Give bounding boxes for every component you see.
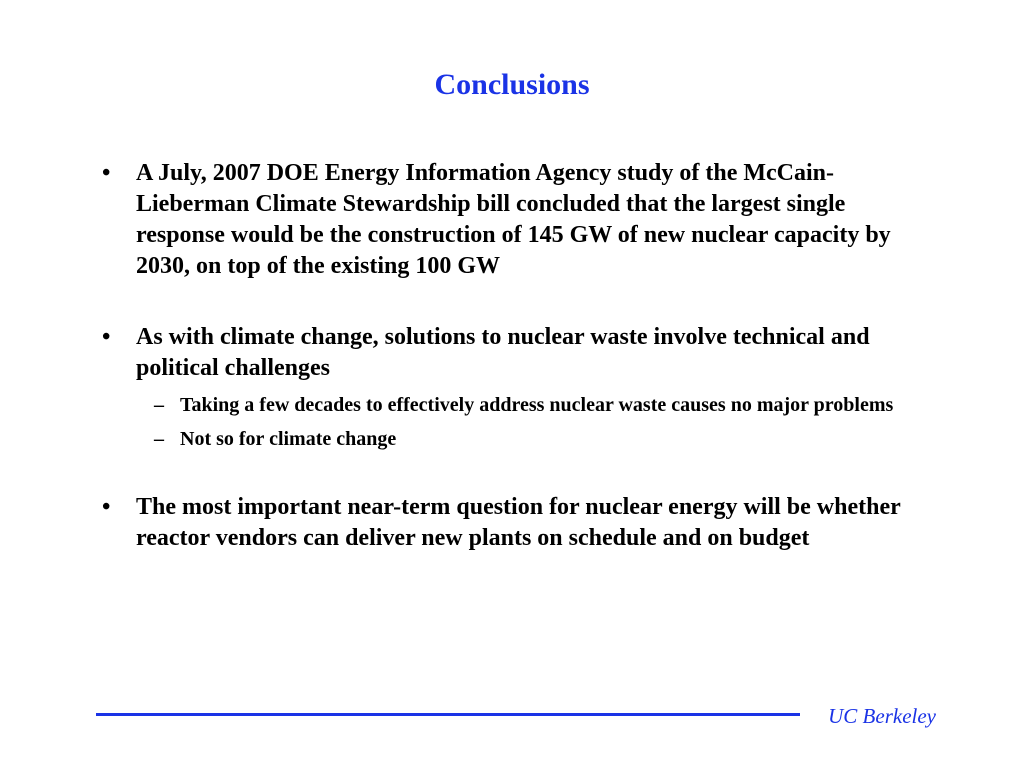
bullet-text: The most important near-term question for nuclear energy will be whether reactor vendors can deliver new plants on schedule and on budget bbox=[136, 494, 901, 551]
footer-organization: UC Berkeley bbox=[828, 704, 936, 728]
sub-bullet-text: Not so for climate change bbox=[180, 428, 397, 450]
bullet-text: A July, 2007 DOE Energy Information Agency study of the McCain-Lieberman Climate Stewardship bill concluded that the largest single response would be the construction of 145 GW of new nuclear capacity by 2030, on top of the existing 100 GW bbox=[136, 160, 891, 279]
bullet-marker: • bbox=[102, 324, 111, 350]
footer-rule bbox=[96, 713, 800, 716]
sub-bullet-marker: – bbox=[154, 394, 164, 416]
bullet-list bbox=[100, 158, 940, 554]
sub-bullet-marker: – bbox=[154, 428, 164, 450]
sub-bullet-item bbox=[136, 426, 940, 452]
sub-bullet-list bbox=[136, 392, 940, 452]
sub-bullet-text: Taking a few decades to effectively address nuclear waste causes no major problems bbox=[180, 394, 894, 416]
bullet-marker: • bbox=[102, 160, 111, 186]
bullet-item bbox=[100, 492, 940, 554]
sub-bullet-item bbox=[136, 392, 940, 418]
bullet-item bbox=[100, 158, 940, 282]
bullet-text: As with climate change, solutions to nuclear waste involve technical and political challenges bbox=[136, 324, 870, 381]
bullet-marker: • bbox=[102, 494, 111, 520]
slide-title: Conclusions bbox=[434, 68, 590, 101]
bullet-item bbox=[100, 322, 940, 452]
